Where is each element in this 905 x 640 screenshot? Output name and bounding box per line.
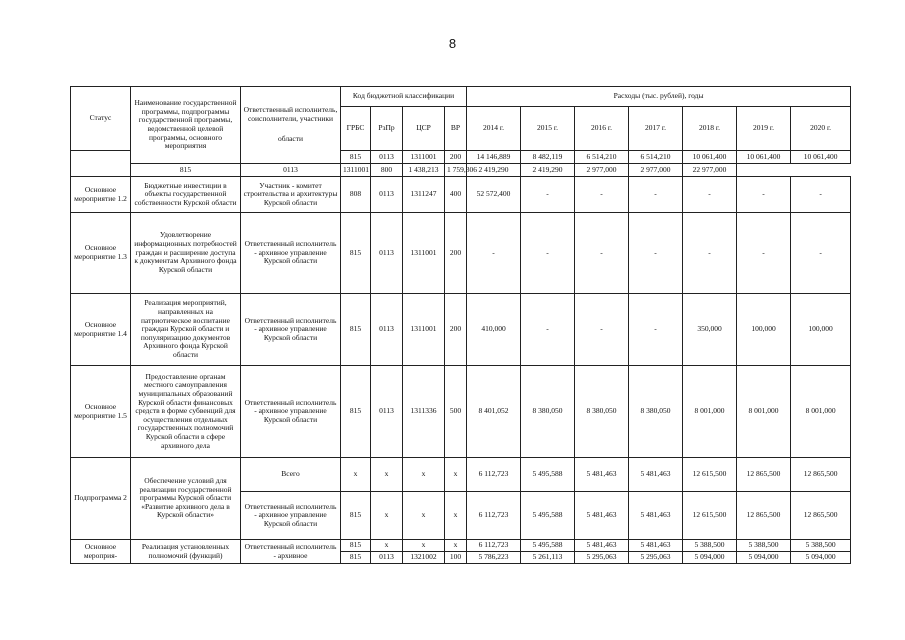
cell-grbs: 808 xyxy=(341,177,371,213)
cell-2015: 8 482,119 xyxy=(521,151,575,164)
cell-rzpr: 0113 xyxy=(371,213,403,294)
cell-2014: 6 112,723 xyxy=(467,458,521,492)
name-cell: Удовлетворение информационных потребностей граждан и расширение доступа к документам Архивного фонда Курской области xyxy=(131,213,241,294)
cell-vr: 200 xyxy=(445,213,467,294)
header-code-group: Код бюджетной классификации xyxy=(341,87,467,107)
cell-2019: 100,000 xyxy=(737,294,791,366)
cell-2015: - xyxy=(521,177,575,213)
header-rzpr: РзПр xyxy=(371,107,403,151)
table-row xyxy=(71,177,851,213)
status-cell: Основное мероприя- xyxy=(71,540,131,564)
header-row-1 xyxy=(71,87,851,107)
cell-rzpr: х xyxy=(371,492,403,540)
cell-2015: 5 495,588 xyxy=(521,458,575,492)
header-csr: ЦСР xyxy=(403,107,445,151)
cell-csr: 1311247 xyxy=(403,177,445,213)
cell-2017: - xyxy=(629,294,683,366)
cell-2018: - xyxy=(683,213,737,294)
cell-2020: 100,000 xyxy=(791,294,851,366)
cell-rzpr: 0113 xyxy=(241,164,341,177)
cell-rzpr: 0113 xyxy=(371,552,403,564)
cell-2015: 1 759,306 xyxy=(445,164,467,177)
cell-2018: 12 615,500 xyxy=(683,492,737,540)
name-cell: Реализация мероприятий, направленных на патриотическое воспитание граждан Курской области и популяризацию документов Архивного фонда Курской области xyxy=(131,294,241,366)
header-year-2019: 2019 г. xyxy=(737,107,791,151)
table-row xyxy=(71,213,851,294)
cell-csr: 1311336 xyxy=(403,366,445,458)
table-row xyxy=(71,540,851,552)
cell-grbs: 815 xyxy=(341,540,371,552)
cell-2016: - xyxy=(575,213,629,294)
cell-2017: 5 481,463 xyxy=(629,458,683,492)
cell-2016: 8 380,050 xyxy=(575,366,629,458)
responsible-cell: Участник - комитет строительства и архитектуры Курской области xyxy=(241,177,341,213)
cell-2014: 6 112,723 xyxy=(467,540,521,552)
cell-2015: - xyxy=(521,294,575,366)
cell-2020: - xyxy=(791,213,851,294)
cell-2019: 5 388,500 xyxy=(737,540,791,552)
name-cell: Предоставление органам местного самоуправления муниципальных образований Курской области финансовых средств в форме субвенций для осуществления отдельных государственных полномочий Курской области в сфере архивного дела xyxy=(131,366,241,458)
header-year-2016: 2016 г. xyxy=(575,107,629,151)
table-row xyxy=(71,164,851,177)
cell-csr: х xyxy=(403,540,445,552)
header-year-2020: 2020 г. xyxy=(791,107,851,151)
cell-2019: 8 001,000 xyxy=(737,366,791,458)
cell-2016: - xyxy=(575,177,629,213)
cell-rzpr: 0113 xyxy=(371,151,403,164)
cell-2017: 2 419,290 xyxy=(521,164,575,177)
cell-2018: 5 094,000 xyxy=(683,552,737,564)
header-name: Наименование государственной программы, подпрограммы государственной программы, ведомственной целевой программы, основного мероприятия xyxy=(131,87,241,164)
cell-2016: 5 295,063 xyxy=(575,552,629,564)
cell-2018: 2 977,000 xyxy=(575,164,629,177)
cell-grbs: 815 xyxy=(341,213,371,294)
cell-csr: 1311001 xyxy=(403,213,445,294)
cell-2015: 5 261,113 xyxy=(521,552,575,564)
cell-2014: - xyxy=(467,213,521,294)
cell-2019: - xyxy=(737,213,791,294)
cell-2016: 5 481,463 xyxy=(575,458,629,492)
cell-grbs: 815 xyxy=(131,164,241,177)
cell-grbs: 815 xyxy=(341,552,371,564)
header-responsible xyxy=(241,87,341,164)
table-row xyxy=(71,294,851,366)
cell-2020: 22 977,000 xyxy=(683,164,737,177)
header-responsible-label: Ответственный исполнитель, соисполнители, участники xyxy=(243,105,338,123)
cell-2014: 14 146,889 xyxy=(467,151,521,164)
cell-grbs: 815 xyxy=(341,294,371,366)
cell-2014: 52 572,400 xyxy=(467,177,521,213)
cell-2018: 8 001,000 xyxy=(683,366,737,458)
cell-2018: 12 615,500 xyxy=(683,458,737,492)
cell-2015: 8 380,050 xyxy=(521,366,575,458)
cell-2014: 8 401,052 xyxy=(467,366,521,458)
responsible-cell: Ответственный исполнитель - архивное управление Курской области xyxy=(241,294,341,366)
cell-vr: 400 xyxy=(445,177,467,213)
cell-2016: 6 514,210 xyxy=(575,151,629,164)
cell-2017: - xyxy=(629,177,683,213)
cell-2016: 2 419,290 xyxy=(467,164,521,177)
cell-grbs: 815 xyxy=(341,492,371,540)
cell-2020: 5 094,000 xyxy=(791,552,851,564)
table-row xyxy=(71,366,851,458)
header-year-2018: 2018 г. xyxy=(683,107,737,151)
header-expenses-group: Расходы (тыс. рублей), годы xyxy=(467,87,851,107)
header-responsible-tail: области xyxy=(277,134,304,144)
status-cell: Основное мероприятие 1.3 xyxy=(71,213,131,294)
cell-2017: 5 295,063 xyxy=(629,552,683,564)
cell-vr: 800 xyxy=(371,164,403,177)
cell-csr: х xyxy=(403,492,445,540)
cell-csr: 1321002 xyxy=(403,552,445,564)
cell-rzpr: х xyxy=(371,458,403,492)
cell-2017: 5 481,463 xyxy=(629,492,683,540)
cell-vr: 100 xyxy=(445,552,467,564)
status-cell xyxy=(71,151,131,177)
cell-2018: 10 061,400 xyxy=(683,151,737,164)
cell-2020: 8 001,000 xyxy=(791,366,851,458)
cell-csr: 1311001 xyxy=(403,294,445,366)
cell-2019: 10 061,400 xyxy=(737,151,791,164)
status-cell: Подпрограмма 2 xyxy=(71,458,131,540)
cell-2014: 5 786,223 xyxy=(467,552,521,564)
cell-csr: 1311001 xyxy=(341,164,371,177)
cell-2014: 6 112,723 xyxy=(467,492,521,540)
cell-2018: 5 388,500 xyxy=(683,540,737,552)
cell-grbs: х xyxy=(341,458,371,492)
header-year-2017: 2017 г. xyxy=(629,107,683,151)
cell-vr: 500 xyxy=(445,366,467,458)
cell-rzpr: 0113 xyxy=(371,177,403,213)
cell-2020: 5 388,500 xyxy=(791,540,851,552)
cell-2015: - xyxy=(521,213,575,294)
cell-2019: 2 977,000 xyxy=(629,164,683,177)
header-year-2015: 2015 г. xyxy=(521,107,575,151)
cell-rzpr: х xyxy=(371,540,403,552)
header-status: Статус xyxy=(71,87,131,151)
cell-2020: 12 865,500 xyxy=(791,458,851,492)
cell-2014: 410,000 xyxy=(467,294,521,366)
cell-2017: 5 481,463 xyxy=(629,540,683,552)
cell-vr: х xyxy=(445,458,467,492)
header-year-2014: 2014 г. xyxy=(467,107,521,151)
responsible-cell: Ответственный исполнитель - архивное управление Курской области xyxy=(241,492,341,540)
page-number: 8 xyxy=(448,36,457,51)
cell-2017: 8 380,050 xyxy=(629,366,683,458)
cell-2019: 12 865,500 xyxy=(737,458,791,492)
cell-csr: х xyxy=(403,458,445,492)
status-cell: Основное мероприятие 1.4 xyxy=(71,294,131,366)
cell-vr: 200 xyxy=(445,294,467,366)
cell-2020: - xyxy=(791,177,851,213)
cell-2015: 5 495,588 xyxy=(521,540,575,552)
cell-2020: 10 061,400 xyxy=(791,151,851,164)
cell-csr: 1311001 xyxy=(403,151,445,164)
table-row xyxy=(71,458,851,492)
cell-2017: 6 514,210 xyxy=(629,151,683,164)
cell-vr: 200 xyxy=(445,151,467,164)
responsible-cell: Ответственный исполнитель - архивное управление Курской области xyxy=(241,213,341,294)
cell-rzpr: 0113 xyxy=(371,366,403,458)
responsible-cell: Всего xyxy=(241,458,341,492)
responsible-cell: Ответственный исполнитель - архивное xyxy=(241,540,341,564)
cell-2015: 5 495,588 xyxy=(521,492,575,540)
cell-vr: х xyxy=(445,492,467,540)
cell-2016: 5 481,463 xyxy=(575,540,629,552)
status-cell: Основное мероприятие 1.2 xyxy=(71,177,131,213)
cell-2019: - xyxy=(737,177,791,213)
cell-2016: - xyxy=(575,294,629,366)
cell-2019: 12 865,500 xyxy=(737,492,791,540)
status-cell: Основное мероприятие 1.5 xyxy=(71,366,131,458)
cell-2020: 12 865,500 xyxy=(791,492,851,540)
cell-2014: 1 438,213 xyxy=(403,164,445,177)
name-cell: Бюджетные инвестиции в объекты государственной собственности Курской области xyxy=(131,177,241,213)
header-vr: ВР xyxy=(445,107,467,151)
cell-2019: 5 094,000 xyxy=(737,552,791,564)
cell-2016: 5 481,463 xyxy=(575,492,629,540)
name-cell: Реализация установленных полномочий (функций) xyxy=(131,540,241,564)
cell-2018: - xyxy=(683,177,737,213)
cell-grbs: 815 xyxy=(341,151,371,164)
cell-vr: х xyxy=(445,540,467,552)
budget-table xyxy=(70,86,851,564)
name-cell: Обеспечение условий для реализации государственной программы Курской области «Развитие архивного дела в Курской области» xyxy=(131,458,241,540)
cell-2018: 350,000 xyxy=(683,294,737,366)
cell-grbs: 815 xyxy=(341,366,371,458)
header-grbs: ГРБС xyxy=(341,107,371,151)
responsible-cell: Ответственный исполнитель - архивное управление Курской области xyxy=(241,366,341,458)
cell-rzpr: 0113 xyxy=(371,294,403,366)
cell-2017: - xyxy=(629,213,683,294)
